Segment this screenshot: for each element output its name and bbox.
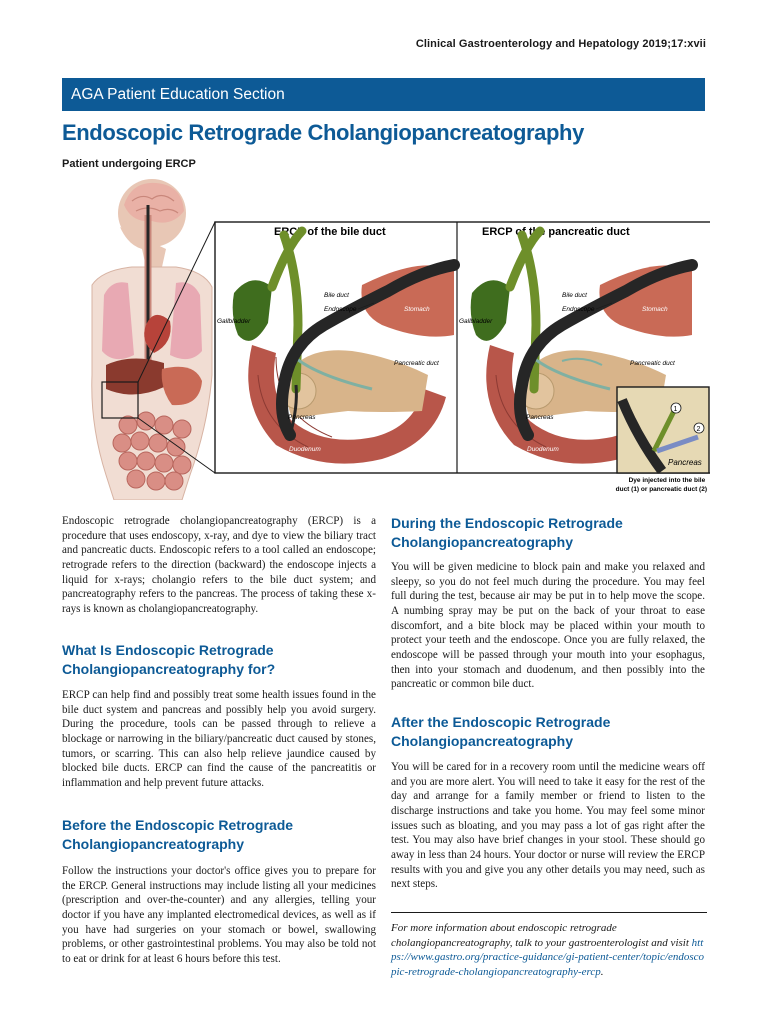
heading-after-ercp: After the Endoscopic Retrograde Cholangiopancreatography xyxy=(391,714,611,749)
journal-reference: Clinical Gastroenterology and Hepatology 2019;17:xvii xyxy=(415,38,706,50)
during-section xyxy=(391,514,705,552)
more-info-text: For more information about endoscopic retrograde cholangiopancreatography, talk to your gastroenterologist and visit xyxy=(391,922,692,949)
svg-text:Gallbladder: Gallbladder xyxy=(217,318,251,325)
heading-before-ercp: Before the Endoscopic Retrograde Cholangiopancreatography xyxy=(62,817,294,852)
more-info-note xyxy=(391,912,707,979)
svg-text:Pancreatic duct: Pancreatic duct xyxy=(394,360,439,367)
before-paragraph: Follow the instructions your doctor's office gives you to prepare for the ERCP. General instructions may include listing all your medicines (prescription and over-the-counter) and any allergies, telling your doctor if you have any implanted electromedical devices, as well as if you have had surgeries on your stomach or bowel, swallowing problems, or other gastrointestinal problems. You may also be told not to eat or drink for at least 6 hours before this test. xyxy=(62,865,376,965)
panel-title-pancreatic-duct: ERCP of the pancreatic duct xyxy=(482,226,630,238)
more-info-end: . xyxy=(600,965,604,978)
heading-what-is-ercp: What Is Endoscopic Retrograde Cholangiopancreatography for? xyxy=(62,642,276,677)
after-paragraph: You will be cared for in a recovery room until the medicine wears off and you are more alert. You will need to take it easy for the rest of the day and arrange for a family member or friend to listen to the discharge instructions and take you home. You may feel some minor issues such as bloating, and you may pass a lot of gas right after the test. You may also have brief changes in your stool. These should go away in less than 24 hours. Your doctor or nurse will review the ERCP results with you and give you any other details you may need, such as next steps. xyxy=(391,761,705,891)
gastro-link[interactable]: https://www.gastro.org/practice-guidance/gi-patient-center/topic/endoscopic-retrograde-cholangiopancreatography-ercp xyxy=(391,936,705,978)
svg-text:Pancreas: Pancreas xyxy=(288,414,316,421)
svg-text:Endoscope: Endoscope xyxy=(562,306,595,313)
panel-title-bile-duct: ERCP of the bile duct xyxy=(274,226,386,238)
heading-during-ercp: During the Endoscopic Retrograde Cholangiopancreatography xyxy=(391,515,623,550)
page-title: Endoscopic Retrograde Cholangiopancreatography xyxy=(62,120,584,145)
svg-text:Pancreas: Pancreas xyxy=(526,414,554,421)
section-banner: AGA Patient Education Section xyxy=(62,78,705,111)
ercp-illustration xyxy=(62,175,710,500)
svg-text:Stomach: Stomach xyxy=(404,306,430,313)
svg-text:Bile duct: Bile duct xyxy=(562,292,587,299)
svg-text:1: 1 xyxy=(673,406,678,413)
patient-body-illustration xyxy=(92,179,215,500)
svg-text:2: 2 xyxy=(696,426,701,433)
svg-text:Bile duct: Bile duct xyxy=(324,292,349,299)
what-section xyxy=(62,641,376,679)
during-paragraph: You will be given medicine to block pain and make you relaxed and sleepy, so you do not feel much during the procedure. You may feel full during the test, because air may be put in to help move the scope. A numbing spray may be put on the back of your throat to ease discomfort, and a bite block may be placed within your mouth to protect your teeth and the endoscope. Once you are fully relaxed, the endoscope will be passed through your mouth into your esophagus, then into your stomach and duodenum, and then possibly into the pancreatic or common bile duct. xyxy=(391,561,705,691)
svg-text:Stomach: Stomach xyxy=(642,306,668,313)
what-paragraph: ERCP can help find and possibly treat some health issues found in the bile duct system and pancreas and possibly help you avoid surgery. During the procedure, tools can be passed through to relieve a blockage or narrowing in the biliary/pancreatic duct caused by stones, tumors, or scarring. This can also help relieve jaundice caused by blocked bile ducts. ERCP can find the cause of the pancreatitis or inflammation and help prevent future attacks. xyxy=(62,689,376,789)
svg-text:Duodenum: Duodenum xyxy=(527,446,559,453)
after-section xyxy=(391,713,705,751)
during-body xyxy=(391,560,705,692)
svg-text:Duodenum: Duodenum xyxy=(289,446,321,453)
figure-caption: Patient undergoing ERCP xyxy=(62,158,196,170)
svg-text:Pancreas: Pancreas xyxy=(668,458,702,467)
before-section xyxy=(62,816,376,854)
dye-injection-inset xyxy=(617,387,709,473)
inset-caption: Dye injected into the bile duct (1) or pancreatic duct (2) xyxy=(615,477,707,493)
before-body xyxy=(62,864,376,967)
svg-text:Endoscope: Endoscope xyxy=(324,306,357,313)
svg-text:Pancreatic duct: Pancreatic duct xyxy=(630,360,675,367)
what-body xyxy=(62,688,376,791)
left-column xyxy=(62,514,376,617)
svg-text:Gallbladder: Gallbladder xyxy=(459,318,493,325)
after-body xyxy=(391,760,705,892)
intro-paragraph: Endoscopic retrograde cholangiopancreatography (ERCP) is a procedure that uses endoscopy, x-ray, and dye to view the biliary tract and pancreatic ducts. Endoscopic refers to a tool called an endoscope; retrograde refers to the direction (backward) the endoscope injects a liquid for x-rays; cholangio refers to the bile duct system; and pancreatography refers to the pancreas. The process of taking these x-rays is known as cholangiopancreatography. xyxy=(62,515,376,615)
